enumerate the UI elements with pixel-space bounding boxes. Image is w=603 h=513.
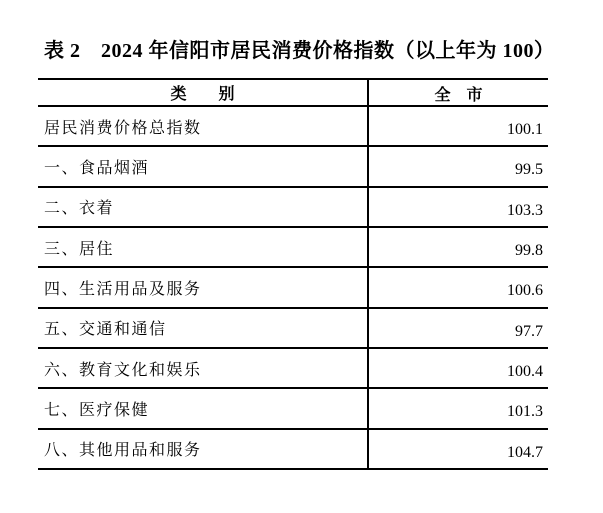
citywide-column-header: 全 市 <box>434 87 483 104</box>
value-cell: 103.3 <box>507 201 543 219</box>
cpi-table <box>38 78 548 470</box>
category-cell: 三、居住 <box>38 228 369 266</box>
table-row <box>38 107 548 147</box>
table-row <box>38 309 548 349</box>
value-cell: 100.1 <box>507 121 543 139</box>
category-column-header: 类 别 <box>38 80 369 105</box>
table-header-row <box>38 80 548 107</box>
category-cell: 六、教育文化和娱乐 <box>38 349 369 387</box>
table-row <box>38 268 548 308</box>
category-cell: 二、衣着 <box>38 188 369 226</box>
value-cell: 99.5 <box>515 161 543 179</box>
value-cell: 104.7 <box>507 443 543 461</box>
table-title: 表 2 2024 年信阳市居民消费价格指数（以上年为 100） <box>44 40 555 62</box>
category-cell: 八、其他用品和服务 <box>38 430 369 468</box>
category-cell: 七、医疗保健 <box>38 389 369 427</box>
category-cell: 一、食品烟酒 <box>38 147 369 185</box>
category-cell: 居民消费价格总指数 <box>38 107 369 145</box>
value-cell: 99.8 <box>515 242 543 260</box>
table-row <box>38 430 548 470</box>
table-row <box>38 228 548 268</box>
table-row <box>38 349 548 389</box>
category-cell: 五、交通和通信 <box>38 309 369 347</box>
value-cell: 100.6 <box>507 282 543 300</box>
value-cell: 101.3 <box>507 403 543 421</box>
table-row <box>38 389 548 429</box>
value-cell: 97.7 <box>515 322 543 340</box>
table-row <box>38 147 548 187</box>
category-cell: 四、生活用品及服务 <box>38 268 369 306</box>
value-cell: 100.4 <box>507 363 543 381</box>
table-row <box>38 188 548 228</box>
